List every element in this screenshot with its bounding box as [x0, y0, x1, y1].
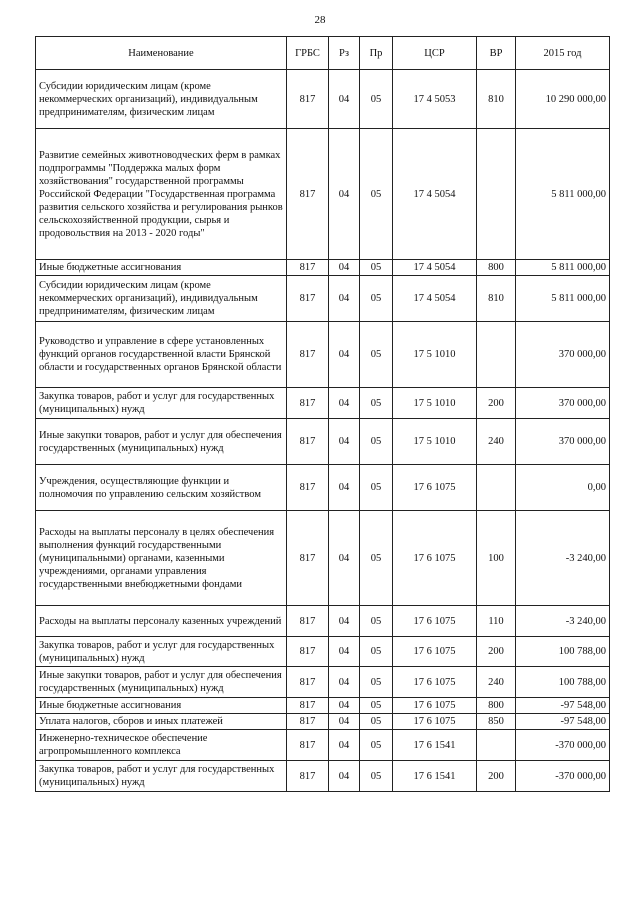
row-amount: -97 548,00 [516, 714, 610, 730]
page-number: 28 [314, 14, 326, 26]
header-csr: ЦСР [393, 37, 477, 70]
row-name: Иные закупки товаров, работ и услуг для обеспечения государственных (муниципальных) нужд [36, 667, 287, 698]
row-name: Руководство и управление в сфере установленных функций органов государственной власти Брянской области и государственных органов Брянской области [36, 322, 287, 388]
row-vr [477, 465, 516, 511]
row-vr [477, 322, 516, 388]
row-csr: 17 5 1010 [393, 388, 477, 419]
row-vr: 800 [477, 260, 516, 276]
row-vr: 810 [477, 276, 516, 322]
row-pr: 05 [360, 260, 393, 276]
row-pr: 05 [360, 388, 393, 419]
row-name: Иные закупки товаров, работ и услуг для обеспечения государственных (муниципальных) нужд [36, 419, 287, 465]
table-row [36, 419, 610, 465]
row-name: Развитие семейных животноводческих ферм в рамках подпрограммы "Поддержка малых форм хозяйствования" государственной программы Российской Федерации "Государственная программа развития сельского хозяйства и регулирования рынков сельскохозяйственной продукции, сырья и продовольствия на 2013 - 2020 годы" [36, 129, 287, 260]
row-vr: 100 [477, 511, 516, 606]
row-grbs: 817 [287, 419, 329, 465]
row-amount: 370 000,00 [516, 419, 610, 465]
row-vr: 200 [477, 388, 516, 419]
row-pr: 05 [360, 667, 393, 698]
table-row [36, 260, 610, 276]
row-pr: 05 [360, 714, 393, 730]
row-vr: 240 [477, 419, 516, 465]
row-name: Иные бюджетные ассигнования [36, 260, 287, 276]
row-rz: 04 [329, 419, 360, 465]
row-csr: 17 6 1075 [393, 606, 477, 637]
row-vr: 810 [477, 70, 516, 129]
row-pr: 05 [360, 129, 393, 260]
table-row [36, 129, 610, 260]
row-name: Субсидии юридическим лицам (кроме некоммерческих организаций), индивидуальным предпринимателям, физическим лицам [36, 276, 287, 322]
row-grbs: 817 [287, 667, 329, 698]
header-pr: Пр [360, 37, 393, 70]
row-csr: 17 6 1075 [393, 637, 477, 667]
row-name: Инженерно-техническое обеспечение агропромышленного комплекса [36, 730, 287, 761]
row-pr: 05 [360, 276, 393, 322]
row-grbs: 817 [287, 730, 329, 761]
row-grbs: 817 [287, 465, 329, 511]
table-row [36, 606, 610, 637]
row-pr: 05 [360, 511, 393, 606]
row-grbs: 817 [287, 606, 329, 637]
row-name: Субсидии юридическим лицам (кроме некоммерческих организаций), индивидуальным предпринимателям, физическим лицам [36, 70, 287, 129]
row-csr: 17 4 5054 [393, 129, 477, 260]
row-csr: 17 5 1010 [393, 419, 477, 465]
table-row [36, 276, 610, 322]
table-row [36, 70, 610, 129]
row-amount: 370 000,00 [516, 322, 610, 388]
row-rz: 04 [329, 730, 360, 761]
row-amount: 5 811 000,00 [516, 276, 610, 322]
row-rz: 04 [329, 465, 360, 511]
row-pr: 05 [360, 698, 393, 714]
row-rz: 04 [329, 322, 360, 388]
row-amount: -3 240,00 [516, 606, 610, 637]
row-name: Учреждения, осуществляющие функции и полномочия по управлению сельским хозяйством [36, 465, 287, 511]
row-grbs: 817 [287, 698, 329, 714]
row-pr: 05 [360, 70, 393, 129]
table-header-row [36, 37, 610, 70]
header-year: 2015 год [516, 37, 610, 70]
row-rz: 04 [329, 276, 360, 322]
row-amount: 0,00 [516, 465, 610, 511]
row-csr: 17 6 1075 [393, 667, 477, 698]
row-csr: 17 4 5054 [393, 260, 477, 276]
row-csr: 17 6 1075 [393, 511, 477, 606]
row-pr: 05 [360, 730, 393, 761]
row-name: Закупка товаров, работ и услуг для государственных (муниципальных) нужд [36, 388, 287, 419]
row-rz: 04 [329, 511, 360, 606]
row-rz: 04 [329, 260, 360, 276]
row-pr: 05 [360, 419, 393, 465]
row-rz: 04 [329, 129, 360, 260]
row-vr: 240 [477, 667, 516, 698]
row-grbs: 817 [287, 129, 329, 260]
row-amount: 370 000,00 [516, 388, 610, 419]
row-pr: 05 [360, 761, 393, 792]
table-row [36, 637, 610, 667]
row-rz: 04 [329, 714, 360, 730]
row-rz: 04 [329, 388, 360, 419]
row-name: Расходы на выплаты персоналу в целях обеспечения выполнения функций государственными (муниципальными) органами, казенными учреждениями, органами управления государственными внебюджетными фондами [36, 511, 287, 606]
row-grbs: 817 [287, 714, 329, 730]
row-grbs: 817 [287, 70, 329, 129]
row-rz: 04 [329, 70, 360, 129]
row-pr: 05 [360, 606, 393, 637]
header-vr: ВР [477, 37, 516, 70]
row-grbs: 817 [287, 388, 329, 419]
row-csr: 17 4 5053 [393, 70, 477, 129]
row-name: Расходы на выплаты персоналу казенных учреждений [36, 606, 287, 637]
row-grbs: 817 [287, 761, 329, 792]
row-csr: 17 6 1541 [393, 761, 477, 792]
row-name: Уплата налогов, сборов и иных платежей [36, 714, 287, 730]
row-grbs: 817 [287, 637, 329, 667]
row-csr: 17 6 1075 [393, 698, 477, 714]
row-csr: 17 4 5054 [393, 276, 477, 322]
header-rz: Рз [329, 37, 360, 70]
row-amount: -370 000,00 [516, 730, 610, 761]
row-grbs: 817 [287, 260, 329, 276]
table-row [36, 465, 610, 511]
header-name: Наименование [36, 37, 287, 70]
row-csr: 17 6 1075 [393, 465, 477, 511]
row-amount: -97 548,00 [516, 698, 610, 714]
row-pr: 05 [360, 465, 393, 511]
table-row [36, 698, 610, 714]
table-row [36, 511, 610, 606]
row-name: Закупка товаров, работ и услуг для государственных (муниципальных) нужд [36, 637, 287, 667]
table-row [36, 730, 610, 761]
row-rz: 04 [329, 698, 360, 714]
row-csr: 17 5 1010 [393, 322, 477, 388]
row-amount: 100 788,00 [516, 667, 610, 698]
row-pr: 05 [360, 322, 393, 388]
row-csr: 17 6 1075 [393, 714, 477, 730]
table-row [36, 388, 610, 419]
row-amount: 5 811 000,00 [516, 129, 610, 260]
row-rz: 04 [329, 637, 360, 667]
row-vr: 110 [477, 606, 516, 637]
table-row [36, 322, 610, 388]
row-rz: 04 [329, 667, 360, 698]
header-grbs: ГРБС [287, 37, 329, 70]
row-vr [477, 129, 516, 260]
row-vr: 850 [477, 714, 516, 730]
row-vr: 200 [477, 761, 516, 792]
row-vr: 200 [477, 637, 516, 667]
row-amount: 10 290 000,00 [516, 70, 610, 129]
table-row [36, 667, 610, 698]
row-rz: 04 [329, 761, 360, 792]
row-vr [477, 730, 516, 761]
row-pr: 05 [360, 637, 393, 667]
table-row [36, 761, 610, 792]
row-rz: 04 [329, 606, 360, 637]
row-name: Закупка товаров, работ и услуг для государственных (муниципальных) нужд [36, 761, 287, 792]
row-vr: 800 [477, 698, 516, 714]
row-amount: -370 000,00 [516, 761, 610, 792]
row-grbs: 817 [287, 276, 329, 322]
table-row [36, 714, 610, 730]
row-amount: 100 788,00 [516, 637, 610, 667]
row-amount: -3 240,00 [516, 511, 610, 606]
row-name: Иные бюджетные ассигнования [36, 698, 287, 714]
row-grbs: 817 [287, 322, 329, 388]
row-amount: 5 811 000,00 [516, 260, 610, 276]
budget-table [35, 36, 610, 792]
row-grbs: 817 [287, 511, 329, 606]
row-csr: 17 6 1541 [393, 730, 477, 761]
